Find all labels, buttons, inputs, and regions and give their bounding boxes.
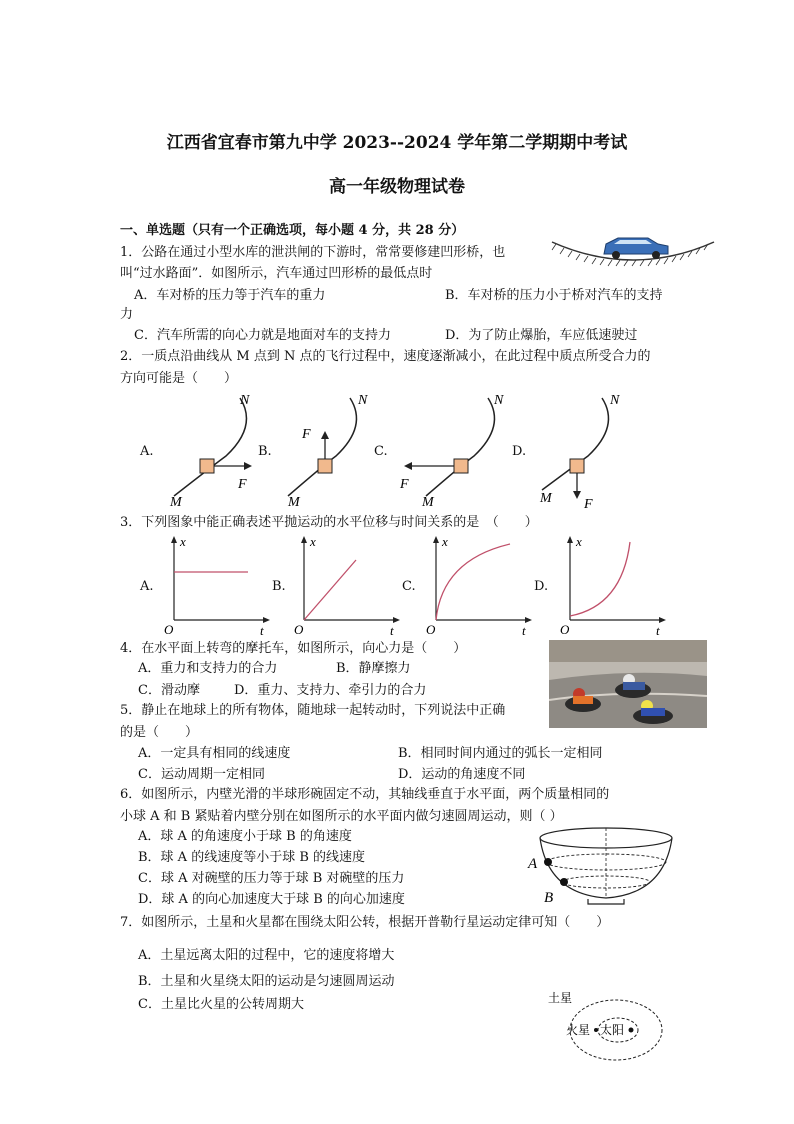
q3-stem: 3．下列图象中能正确表述平抛运动的水平位移与时间关系的是 （ ）	[120, 515, 538, 530]
exam-title: 江西省宜春市第九中学 2023--2024 学年第二学期期中考试	[166, 133, 628, 153]
q2-figure-b	[284, 386, 384, 514]
exam-subtitle: 高一年级物理试卷	[329, 177, 465, 197]
q1-option-d: D．为了防止爆胎，车应低速驶过	[445, 328, 638, 343]
saturn-label: 土星	[548, 991, 573, 1005]
q5-option-d: D．运动的角速度不同	[398, 767, 526, 782]
q3-option-c-label: C.	[402, 579, 416, 594]
q2c-n-label: N	[494, 393, 504, 408]
svg-text:t: t	[390, 623, 394, 638]
q6-option-d: D．球 A 的向心加速度大于球 B 的向心加速度	[138, 892, 405, 907]
ball-b	[560, 878, 568, 886]
q4-option-d: D．重力、支持力、牵引力的合力	[234, 683, 427, 698]
concave-bridge-figure	[548, 232, 718, 280]
q1-option-a: A．车对桥的压力等于汽车的重力	[134, 288, 326, 303]
section-heading: 一、单选题（只有一个正确选项，每小题 4 分，共 28 分）	[120, 223, 465, 238]
q4-option-c: C．滑动摩	[138, 683, 200, 698]
q2-stem-line2: 方向可能是（ ）	[120, 371, 238, 386]
svg-text:t: t	[656, 623, 660, 638]
svg-text:O: O	[426, 622, 436, 637]
mars-label: 火星	[566, 1023, 591, 1037]
svg-text:t: t	[522, 623, 526, 638]
q2-option-b-label: B.	[258, 444, 272, 459]
q2b-f-label: F	[302, 427, 311, 442]
q2-option-d-label: D.	[512, 444, 527, 459]
q6-stem-line2: 小球 A 和 B 紧贴着内壁分别在如图所示的水平面内做匀速圆周运动，则（ ）	[120, 809, 563, 824]
orbit-figure	[542, 986, 668, 1066]
svg-text:x: x	[180, 534, 186, 549]
svg-text:t: t	[260, 623, 264, 638]
q3-graph-b	[290, 534, 402, 638]
car-icon	[604, 238, 668, 259]
svg-text:O: O	[164, 622, 174, 637]
q7-option-a: A．土星远离太阳的过程中，它的速度将增大	[138, 948, 395, 963]
q2a-n-label: N	[240, 393, 250, 408]
q2a-m-label: M	[170, 495, 182, 510]
sun-icon	[629, 1028, 634, 1033]
svg-text:x: x	[442, 534, 448, 549]
q6-stem-line1: 6．如图所示，内壁光滑的半球形碗固定不动，其轴线垂直于水平面，两个质量相同的	[120, 787, 610, 802]
q3-graph-c	[422, 534, 534, 638]
q2-option-c-label: C.	[374, 444, 388, 459]
q5-stem-line2: 的是（ ）	[120, 725, 199, 740]
q5-stem-line1: 5．静止在地球上的所有物体，随地球一起转动时，下列说法中正确	[120, 703, 506, 718]
q2-figure-c	[396, 386, 516, 514]
q1-stem-line1: 1．公路在通过小型水库的泄洪闸的下游时，常常要修建凹形桥，也	[120, 245, 506, 260]
q1-stem-line2: 叫“过水路面”．如图所示，汽车通过凹形桥的最低点时	[120, 266, 433, 281]
q1-option-b: B．车对桥的压力小于桥对汽车的支持	[445, 288, 663, 303]
ball-b-label: B	[544, 890, 554, 906]
svg-text:x: x	[310, 534, 316, 549]
q4-stem: 4．在水平面上转弯的摩托车，如图所示，向心力是（ ）	[120, 641, 467, 656]
q3-option-b-label: B.	[272, 579, 286, 594]
q7-stem: 7．如图所示，土星和火星都在围绕太阳公转，根据开普勒行星运动定律可知（ ）	[120, 915, 610, 930]
q1-option-b-cont: 力	[120, 307, 134, 322]
sun-label: 太阳	[600, 1023, 625, 1037]
q5-option-a: A．一定具有相同的线速度	[138, 746, 291, 761]
svg-text:x: x	[576, 534, 582, 549]
q1-option-c: C．汽车所需的向心力就是地面对车的支持力	[134, 328, 391, 343]
motorcycle-photo	[549, 640, 707, 728]
q2-option-a-label: A.	[140, 444, 154, 459]
q3-graph-d	[556, 534, 668, 638]
q2d-n-label: N	[610, 393, 620, 408]
q3-option-d-label: D.	[534, 579, 549, 594]
q2d-m-label: M	[540, 491, 552, 506]
q3-graph-a	[160, 534, 272, 638]
q2c-m-label: M	[422, 495, 434, 510]
ball-a	[544, 858, 552, 866]
svg-text:O: O	[560, 622, 570, 637]
q2a-f-label: F	[238, 477, 247, 492]
svg-text:O: O	[294, 622, 304, 637]
q5-option-c: C．运动周期一定相同	[138, 767, 265, 782]
q5-option-b: B．相同时间内通过的弧长一定相同	[398, 746, 603, 761]
q2d-f-label: F	[584, 497, 593, 512]
bowl-figure	[526, 822, 676, 908]
q6-option-c: C．球 A 对碗壁的压力等于球 B 对碗壁的压力	[138, 871, 405, 886]
q2b-n-label: N	[358, 393, 368, 408]
q2c-f-label: F	[400, 477, 409, 492]
q6-option-b: B．球 A 的线速度等小于球 B 的线速度	[138, 850, 366, 865]
q7-option-c: C．土星比火星的公转周期大	[138, 997, 304, 1012]
q2-stem-line1: 2．一质点沿曲线从 M 点到 N 点的飞行过程中，速度逐渐减小，在此过程中质点所受合力的	[120, 349, 651, 364]
q2b-m-label: M	[288, 495, 300, 510]
mars-icon	[594, 1028, 598, 1032]
q6-option-a: A．球 A 的角速度小于球 B 的角速度	[138, 829, 352, 844]
q4-option-b: B．静摩擦力	[336, 661, 411, 676]
q3-option-a-label: A.	[140, 579, 154, 594]
q4-option-a: A．重力和支持力的合力	[138, 661, 278, 676]
q2-figure-a	[160, 386, 260, 514]
q2-figure-d	[532, 386, 642, 514]
q7-option-b: B．土星和火星绕太阳的运动是匀速圆周运动	[138, 974, 395, 989]
ball-a-label: A	[528, 856, 538, 872]
